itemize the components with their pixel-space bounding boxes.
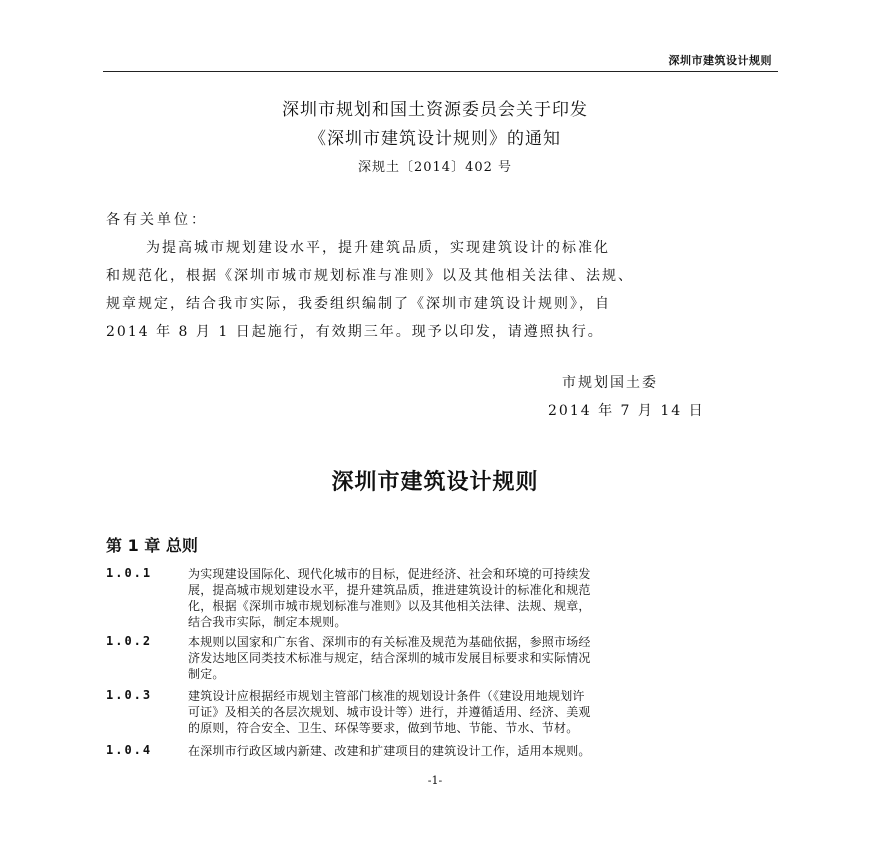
clause-text-line: 建筑设计应根据经市规划主管部门核准的规划设计条件（《建设用地规划许 <box>188 689 585 703</box>
clause-number: 1.0.1 <box>106 566 153 580</box>
notice-body-line: 和规范化，根据《深圳市城市规划标准与准则》以及其他相关法律、法规、 <box>106 268 634 284</box>
clause-text-line: 的原则，符合安全、卫生、环保等要求，做到节地、节能、节水、节材。 <box>188 721 579 735</box>
clause-number: 1.0.4 <box>106 743 153 757</box>
clause-text-line: 为实现建设国际化、现代化城市的目标，促进经济、社会和环境的可持续发 <box>188 567 591 581</box>
signing-date: 2014 年 7 月 14 日 <box>548 403 705 419</box>
notice-body-line: 规章规定，结合我市实际，我委组织编制了《深圳市建筑设计规则》，自 <box>106 296 611 312</box>
notice-body-line: 为提高城市规划建设水平，提升建筑品质，实现建筑设计的标准化 <box>146 240 610 256</box>
signer: 市规划国土委 <box>562 375 658 391</box>
running-header: 深圳市建筑设计规则 <box>668 54 772 67</box>
clause-text-line: 在深圳市行政区域内新建、改建和扩建项目的建筑设计工作，适用本规则。 <box>188 744 591 758</box>
clause-text-line: 化，根据《深圳市城市规划标准与准则》以及其他相关法律、法规、规章， <box>188 599 591 613</box>
clause-text-line: 本规则以国家和广东省、深圳市的有关标准及规范为基础依据，参照市场经 <box>188 635 591 649</box>
clause-number: 1.0.2 <box>106 634 153 648</box>
document-number: 深规土〔2014〕402 号 <box>357 160 513 175</box>
notice-title-line-2: 《深圳市建筑设计规则》的通知 <box>309 129 561 149</box>
page-number: -1- <box>427 774 443 787</box>
clause-number: 1.0.3 <box>106 688 153 702</box>
main-title: 深圳市建筑设计规则 <box>331 470 539 495</box>
clause-text-line: 可证》及相关的各层次规划、城市设计等）进行，并遵循适用、经济、美观 <box>188 705 591 719</box>
clause-text-line: 结合我市实际，制定本规则。 <box>188 615 347 629</box>
notice-body-line: 2014 年 8 月 1 日起施行，有效期三年。现予以印发，请遵照执行。 <box>106 324 604 340</box>
salutation: 各有关单位： <box>106 212 208 228</box>
clause-text-line: 制定。 <box>188 667 225 681</box>
clause-text-line: 济发达地区同类技术标准与规定，结合深圳的城市发展目标要求和实际情况 <box>188 651 591 665</box>
header-divider <box>103 71 778 72</box>
chapter-heading: 第 1 章 总则 <box>106 536 198 555</box>
clause-text-line: 展，提高城市规划建设水平，提升建筑品质，推进建筑设计的标准化和规范 <box>188 583 591 597</box>
notice-title-line-1: 深圳市规划和国土资源委员会关于印发 <box>282 100 588 120</box>
